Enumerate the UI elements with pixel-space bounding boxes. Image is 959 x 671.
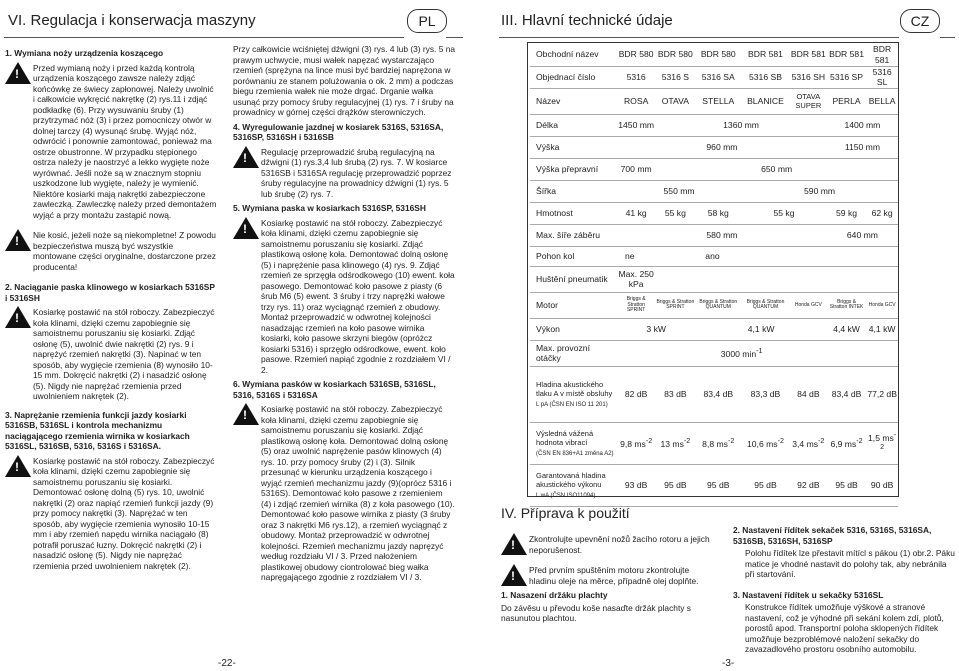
label-obchodni: Obchodní název [530,44,617,66]
warning-icon [5,62,31,84]
cell: 13 $ms^{-2}$ [655,422,695,464]
table-row [530,44,898,66]
left-language-badge: PL [407,9,447,33]
hladina-norm: L pA (ČSN EN ISO 11 201) [536,401,608,408]
cell: BLANICE [741,88,790,114]
warning-block-4 [5,456,217,572]
warning-block-9 [501,565,716,586]
cell: OTAVA SUPER [790,88,827,114]
cell: 5316 SB [741,66,790,88]
cell: 93 dB [617,464,655,506]
table-row [530,246,898,266]
right-language-badge: CZ [900,9,940,33]
priprava-title: IV. Příprava k použití [501,505,630,521]
cell: 59 kg [827,202,866,224]
cell: BDR 581 [741,44,790,66]
cell: 5316 [617,66,655,88]
warning-block-2 [5,230,217,272]
table-row [530,224,898,246]
cell: BDR 580 [695,44,741,66]
cell: ano [655,246,898,266]
cell: 700 mm [617,158,655,180]
vibrace-unit-sup: -2 [856,437,863,446]
cell: 550 mm [617,180,741,202]
cell: Briggs & Stratton INTEK [827,292,866,318]
cell: 1150 mm [827,136,898,158]
warning-icon [233,146,259,168]
hladina-label: Hladina akustického tlaku A v místě obsluhy [536,379,613,399]
table-row [530,114,898,136]
cell: 95 dB [655,464,695,506]
warning-icon [5,455,31,477]
cell: 6,9 $ms^{-2}$ [827,422,866,464]
cell: 1360 mm [655,114,827,136]
section-1-text: Przed wymianą noży i przed każdą kontrolą urządzenia koszącego zawsze należy zdjąć końcówkę ze świecy zapłonowej. Należy uwolnić i całkowicie wykręcić nakrętkę (2) rys.11 i zdjąć podkładkę (6). Przy wysuwaniu śruby (1) przytrzymać nóż (3) i przez pomocniczy otwór w dolnej tarczy (4) wysunąć śrubę. Wyjąć nóż, odwrócić i ponownie zamontować, ponieważ ma ostrze obustronne. W przypadku stępionego ostrza należy je naostrzyć a lekko wygięte noże wyrównać. Jeśli noże są w znacznym stopniu uszkodzone lub wygięte, należy je wymienić. Niektóre kosiarki mają nakrętki zabezpieczone zawleczką. Zawleczkę należy przed demontażem wyjąć a przy montażu zastąpić nową. [33,62,217,220]
table-row [530,180,898,202]
warning-block-3 [5,307,217,402]
table-row [530,202,898,224]
priprava-s2-title: 2. Nastavení řídítek sekaček 5316, 5316S, 5316SA, 5316SB, 5316SH, 5316SP [733,525,932,546]
section-3-text: Kosiarkę postawić na stół roboczy. Zabezpieczyć koła klinami, dzięki czemu zapobiegnie się samoistnemu poruszaniu się kosiarki. Demontować osłonę dolną (5) rys. 10, uwolnić nakrętki (2) oraz napiąć rzemień funkcji jazdy (9) przy pomocy nakrętki (3). Naprężać w ten sposób, aby wygięcie rzemienia wynosiło 10-15 mm i aby rzemień napędu wirnika naciągało (8) potrafił poruszać łuzny. Dokręcić nakrętki (2) i nasadzić osłonę (5). Nigdy nie naprężać rzemienia przed uwolnieniem nakrętek (2). [33,455,215,571]
cell: 650 mm [655,158,898,180]
cell: 5316 SA [695,66,741,88]
cell: Max. 250 kPa [617,266,655,292]
cell: BDR 580 [617,44,655,66]
cell: 90 dB [866,464,898,506]
label-huseni: Huštění pneumatik [530,266,617,292]
priprava-warning-1: Zkontrolujte upevnění nožů žacího rotoru a jejich neporušenost. [529,534,710,555]
cell: 83,4 dB [695,366,741,422]
cell: BELLA [866,88,898,114]
cell: 58 kg [695,202,741,224]
cell: 95 dB [695,464,741,506]
cell: 10,6 $ms^{-2}$ [741,422,790,464]
cell: 3,4 $ms^{-2}$ [790,422,827,464]
priprava-s1-title: 1. Nasazení držáku plachty [501,590,608,600]
garant-label: Garantovaná hladina akustického výkonu [536,470,606,490]
section-4-text: Regulację przeprowadzić śrubą regulacyjną na dźwigni (1) rys.3,4 lub śrubą (2) rys. 7. W kosiarce 5316SB i 5316SA regulację przeprowadzić poprzez śruby regulacyjne na prowadnicy dźwigni (1) rys. 5 lub śrubę (2) rys. 7. [261,146,452,199]
cell: 82 dB [617,366,655,422]
otacky-unit-sup: -1 [756,347,763,356]
cell: PERLA [827,88,866,114]
section-3-title: 3. Naprężanie rzemienia funkcji jazdy kosiarki 5316SB, 5316SL i kontrola mechanizmu naciągającego rzemienia wirnika w kosiarkach 5316SL, 5316SB, 5316, 5316S i 5316SA. [5,409,190,451]
warning-icon [5,229,31,251]
left-header-rule-tail [446,37,463,38]
vibrace-unit-sup: -2 [777,437,784,446]
label-motor: Motor [530,292,617,318]
cell: 1450 mm [617,114,655,136]
label-nazev: Název [530,88,617,114]
otacky-value: 3000 min [720,349,757,360]
label-otacky: Max. provozní otáčky [530,340,617,366]
cell: 5316 SL [866,66,898,88]
cell: 1400 mm [827,114,898,136]
cell: 4,1 kW [866,318,898,340]
cell: Briggs & Stratton QUANTUM [695,292,741,318]
cell: 3 kW [617,318,695,340]
cell: 83,3 dB [741,366,790,422]
label-objednaci: Objednací číslo [530,66,617,88]
cell: Briggs & Stratton QUANTUM [741,292,790,318]
cell: 1,5 $ms^{-2}$ [866,422,898,464]
cell: 4,1 kW [695,318,826,340]
warning-block-8 [501,534,716,555]
cell: 77,2 dB [866,366,898,422]
vibrace-unit-sup: -2 [727,437,735,446]
vibrace-norm: (ČSN EN 836+A1 změna A2) [536,450,614,457]
cell: 83 dB [655,366,695,422]
priprava-s1-text: Do závěsu u převodu koše nasaďte držák plachty s nasunutou plachtou. [501,602,691,623]
cell: 62 kg [866,202,898,224]
cell: 95 dB [827,464,866,506]
warning-block-7 [233,404,455,583]
table-row [530,66,898,88]
left-page-header: VI. Regulacja i konserwacja maszyny [8,12,256,29]
warning-2-text: Nie kosić, jeżeli noże są niekompletne! Z powodu bezpieczeństwa muszą być wszystkie montowane części oryginalne, dostarczone przez producenta! [33,230,216,272]
cell: 640 mm [827,224,898,246]
left-header-rule [4,37,404,38]
table-row [530,266,898,292]
label-hmotnost: Hmotnost [530,202,617,224]
cell: 9,8 $ms^{-2}$ [617,422,655,464]
table-row [530,340,898,366]
cell: ne [617,246,655,266]
right-header-rule-tail [940,37,955,38]
cell: BDR 581 [866,44,898,66]
warning-block-6 [233,218,455,376]
cell: 83,4 dB [827,366,866,422]
warning-icon [501,533,527,555]
label-hladina [530,366,617,422]
vibrace-unit-sup: -2 [645,437,653,446]
warning-icon [233,217,259,239]
cell: 580 mm [617,224,827,246]
garant-norm: L wA (ČSN ISO11094) [536,492,596,499]
vibrace-unit-sup: -2 [880,430,897,452]
priprava-s3-text: Konstrukce řídítek umožňuje výškové a stranové nastavení, což je výhodné při sekání kolem zdí, plotů, porostů apod. Transportní poloha sklopených řídítek umožňuje bezproblémové naložení sekačky do zavazadlového prostoru osobního automobilu. [745,602,944,654]
right-page-number: -3- [722,658,735,669]
cell: 92 dB [790,464,827,506]
warning-block-1 [5,63,217,221]
section-1-title: 1. Wymiana noży urządzenia koszącego [5,48,164,58]
cell: 960 mm [617,136,827,158]
cell: BDR 581 [790,44,827,66]
warning-icon [5,306,31,328]
col2-intro: Przy całkowicie wciśniętej dźwigni (3) rys. 4 lub (3) rys. 5 na prawym uchwycie, musi wałek napęzać wystarczająco rzemień (sprężyna na lince musi być bardziej naprężona w porównaniu ze stanem polużowania o ok. 2 mm) a podczas biegu rzemienia wałek nie może drgać. Drganie wałka usunąć przy pomocy śruby regulacyjnej (1) rys. 7 i śruby na prowadnicy w górnej części drążków sterowniczych. [233,44,456,117]
label-garant [530,464,617,506]
cell: 8,8 $ms^{-2}$ [695,422,741,464]
table-row [530,88,898,114]
warning-block-5 [233,147,455,200]
label-vykon: Výkon [530,318,617,340]
warning-icon [501,564,527,586]
label-vibrace [530,422,617,464]
section-5-text: Kosiarkę postawić na stół roboczy. Zabezpieczyć koła klinami, dzięki czemu zapobiegnie się samoistnemu poruszaniu się kosiarki. Zdjąć plastikową osłonę koła. Demontować dolną osłonę (5) i naprężenie pasa klinowego (4) rys. 9. Zdjąć rzemień ze sprzęgła odśrodkowego (10) ewent. koła pasowego. Demontować koło pasowe z piasty (6 śrub M6 (5) ewent. 3 śruby i trzy naprężki wałowe trzy rys. 11) oraz wyciągnąć rzemień z obudowy. Montaż przeprowadzić w odwrotnej kolejności nasadzając rzemień na koło pasowe wirnika kosiarki, koło pasowe skrzyni biegów (opróżcz kosiarki 5316) i sprzęgło odśrodkowe, ewent. koło pasowe. Rzemień napiąć zgodnie z rozdziałem VI / 2. [261,217,455,375]
left-column-2 [233,44,455,585]
vibrace-unit-sup: -2 [683,437,691,446]
table-row [530,318,898,340]
left-page-number: -22- [218,658,236,669]
right-page-header: III. Hlavní technické údaje [501,12,673,29]
table-row [530,158,898,180]
priprava-warning-2: Před prvním spuštěním motoru zkontrolujte hladinu oleje na měrce, případně olej doplňte. [529,565,699,586]
cell: 5316 SP [827,66,866,88]
label-delka: Délka [530,114,617,136]
label-vyska-prepr: Výška přepravní [530,158,617,180]
table-row [530,136,898,158]
cell: 5316 S [655,66,695,88]
label-zaber: Max. šíře záběru [530,224,617,246]
table-row [530,464,898,506]
cell: ROSA [617,88,655,114]
left-column-1 [5,44,217,573]
label-pohon: Pohon kol [530,246,617,266]
cell: BDR 580 [655,44,695,66]
table-row [530,292,898,318]
warning-icon [233,403,259,425]
section-2-title: 2. Naciąganie paska klinowego w kosiarkach 5316SP i 5316SH [5,282,215,303]
cell: 84 dB [790,366,827,422]
cell: Briggs & Stratton SPRINT [617,292,655,318]
vibrace-label: Výsledná vážená hodnota vibrací [536,428,594,448]
table-row [530,366,898,422]
vibrace-unit-sup: -2 [818,437,825,446]
section-5-title: 5. Wymiana paska w kosiarkach 5316SP, 5316SH [233,203,426,213]
cell: 5316 SH [790,66,827,88]
cell: Honda GCV [790,292,827,318]
cell: 95 dB [741,464,790,506]
cell: 55 kg [741,202,827,224]
section-6-title: 6. Wymiana pasków w kosiarkach 5316SB, 5316SL, 5316, 5316S i 5316SA [233,379,436,400]
cell [617,340,866,366]
section-2-text: Kosiarkę postawić na stół roboczy. Zabezpieczyć koła klinami, dzięki czemu zapobiegnie się samoistnemu poruszaniu się kosiarki. Zdjąć osłonę (5), uwolnić dwie nakrętki (2) rys. 9 i naprężyć rzemień nakrętki (3). Napinać w ten sposób, aby wygięcie rzemienia (8) wynosiło 10-15 mm. Dokręcić nakrętki (2) i nasadzić osłonę (5). Nigdy nie naprężać rzemienia przed uwolnieniem nakrętek (2). [33,307,215,401]
section-4-title: 4. Wyregulowanie jazdnej w kosiarek 5316S, 5316SA, 5316SP, 5316SH i 5316SB [233,121,444,142]
priprava-column-2 [733,521,955,655]
priprava-s2-text: Polohu řídítek lze přestavit mítícl s pákou (1) obr.2. Páku matice je vhodné nastavit do polohy tak, aby nebránila při startování. [745,548,955,579]
priprava-column-1 [501,530,716,624]
table-row [530,422,898,464]
cell: Briggs & Stratton SPRINT [655,292,695,318]
cell: 4,4 kW [827,318,866,340]
section-6-text: Kosiarkę postawić na stół roboczy. Zabezpieczyć koła klinami, dzięki czemu zapobiegnie się samoistnemu poruszaniu się kosiarki. Zdjąć plastikową osłonę koła. Demontować dolną osłonę (5) oraz uwolnić naprężenie pasów klinowych (4) rys. 10. przy pomocy śruby (2) i (3). Silnik przesunąć w kierunku urządzenia koszącego i wyjąć rzemień mechanizmu jazdy (9)(oprócz 5316 i 5316S). Demontować koło pasowe z rzemieniem (4) i zdjąć rzemień wirnika (8) z koła pasowego (10). Demontować koło pasowe wirnika z piasty (3 śruby oraz 3 nakrętki M6 rys.12), a rzemień wyciągnąć z obudowy. Montaż przeprowadzić w odwrotnej kolejności. Rzemień mechanizmu jazdy napręzyć według rozdziału VI / 3. Przed nałożeniem plastikowej obudowy ciontrolować bieg wałka napręgającego zgodnie z rozdziałem VI / 3. [261,404,455,582]
label-vyska: Výška [530,136,617,158]
spec-table [530,44,898,507]
cell: STELLA [695,88,741,114]
cell: 55 kg [655,202,695,224]
cell: 41 kg [617,202,655,224]
priprava-s3-title: 3. Nastavení řídítek u sekačky 5316SL [733,589,884,600]
cell: BDR 581 [827,44,866,66]
label-sirka: Šířka [530,180,617,202]
cell: OTAVA [655,88,695,114]
cell: 590 mm [741,180,898,202]
cell: Honda GCV [866,292,898,318]
right-header-rule [499,37,899,38]
